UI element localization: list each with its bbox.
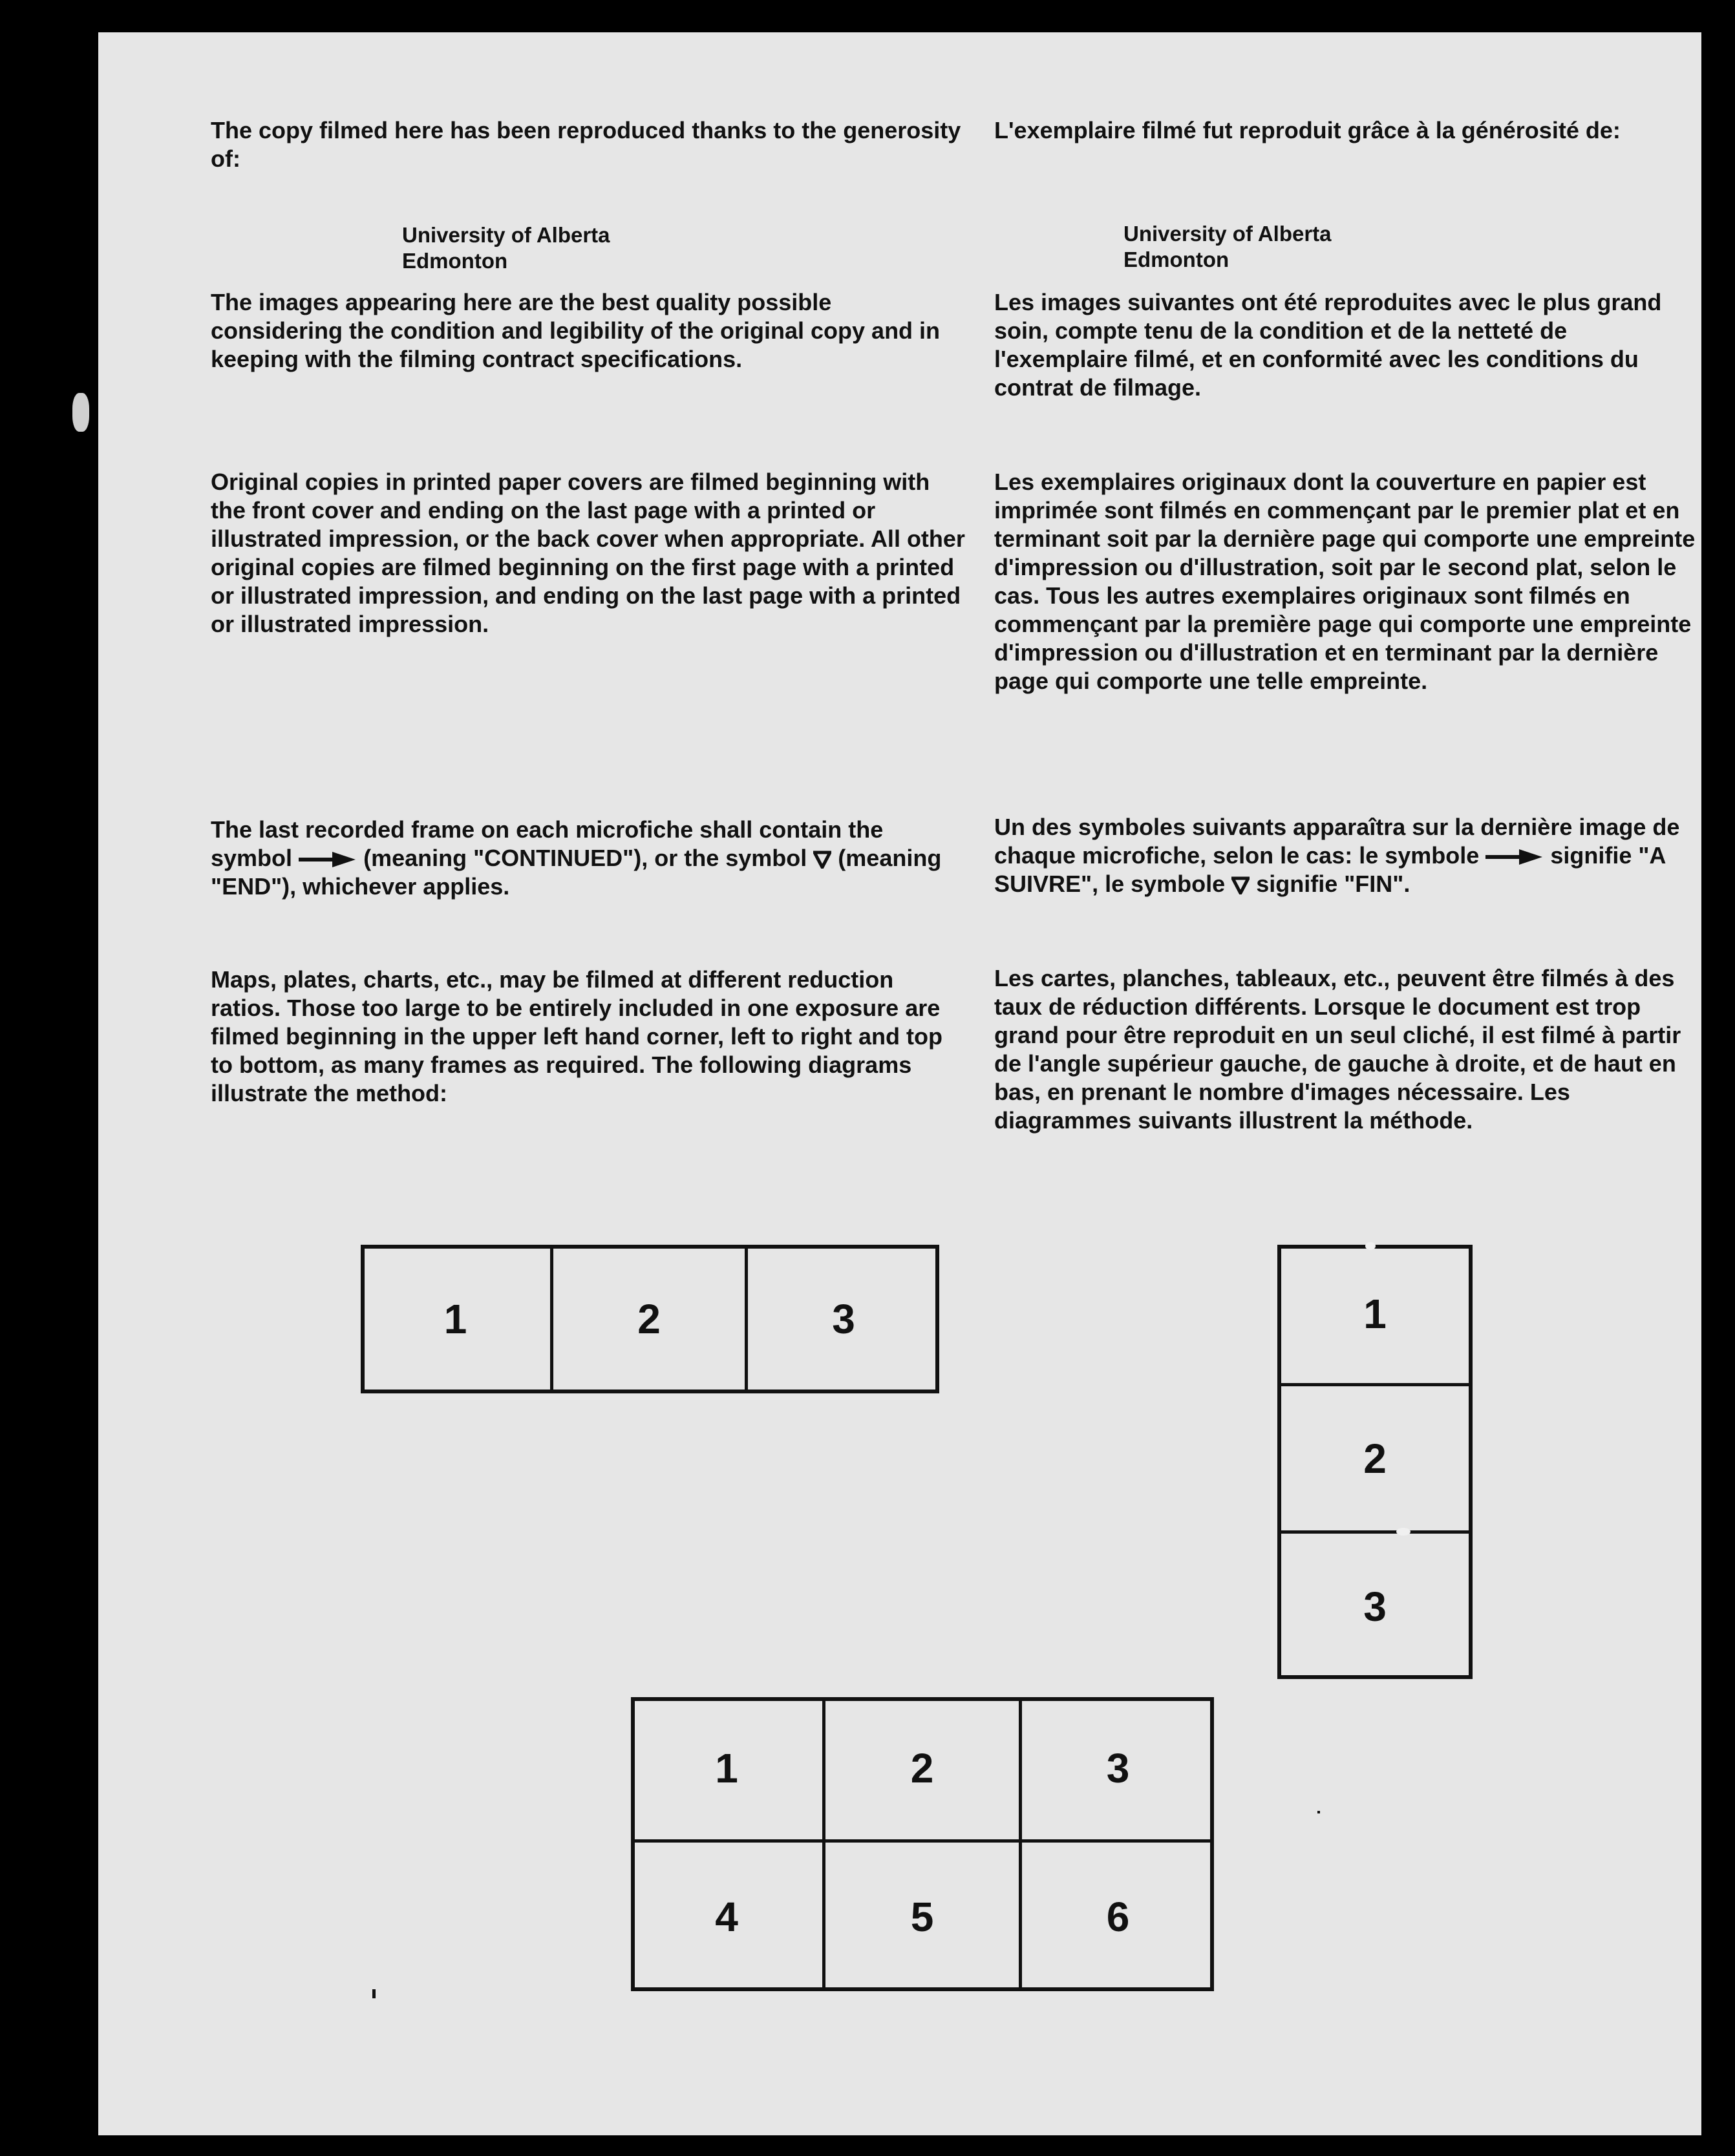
french-institution-city: Edmonton: [1123, 248, 1229, 271]
scan-artifact: [72, 393, 89, 432]
english-institution-name: University of Alberta: [402, 223, 610, 247]
grid-frames-diagram: [631, 1697, 1214, 1991]
end-triangle-icon: [813, 851, 831, 869]
grid-frame-6: 6: [1106, 1894, 1130, 1940]
grid-frame-3: 3: [1106, 1745, 1130, 1791]
print-gap-mark: [1365, 1242, 1376, 1250]
row-frame-3: 3: [832, 1296, 855, 1342]
french-institution-block: [1123, 221, 1332, 273]
english-thanks-intro: The copy filmed here has been reproduced thanks to the generosity of:: [211, 117, 961, 172]
english-symbols-text-1: The last recorded frame on each microfiche shall contain the symbol: [211, 816, 884, 871]
microfiche-target-page: [98, 32, 1701, 2135]
french-symbols-text-2: signifie "A SUIVRE", le symbole: [994, 842, 1666, 897]
english-quality-paragraph: The images appearing here are the best quality possible considering the condition and legibility of the original copy and in keeping with the filming contract specifications.: [211, 289, 941, 372]
grid-frame-4: 4: [715, 1894, 738, 1940]
french-originals-paragraph: Les exemplaires originaux dont la couverture en papier est imprimée sont filmés en commençant par le premier plat et en terminant soit par la dernière page qui comporte une empreinte d'impression ou d'illustration, soit par le second plat, selon le cas. Tous les autres exemplaires originaux sont filmés en commençant par la première page qui comporte une empreinte d'impression ou d'illustration et en terminant par la dernière page qui comporte une telle empreinte.: [994, 469, 1696, 694]
french-maps-paragraph: Les cartes, planches, tableaux, etc., peuvent être filmés à des taux de réduction différents. Lorsque le document est trop grand pour être reproduit en un seul cliché, il est filmé à partir de l'angle supérieur gauche, de gauche à droite, et de haut en bas, en prenant le nombre d'images nécessaire. Les diagrammes suivants illustrent la méthode.: [994, 965, 1681, 1134]
column-frames-diagram: [1277, 1245, 1473, 1679]
fin-triangle-icon: [1231, 876, 1250, 894]
french-institution-name: University of Alberta: [1123, 222, 1332, 246]
french-symbols-text-3: signifie "FIN".: [1256, 871, 1410, 897]
row-frame-1: 1: [443, 1296, 467, 1342]
english-maps-paragraph: Maps, plates, charts, etc., may be filmed at different reduction ratios. Those too large to be entirely included in one exposure are filmed beginning in the upper left hand corner, left to right and top to bottom, as many frames as required. The following diagrams illustrate the method:: [211, 966, 942, 1106]
column-frame-1: 1: [1363, 1291, 1387, 1337]
french-symbols-paragraph: [994, 813, 1699, 898]
french-symbols-text-1: Un des symboles suivants apparaîtra sur la dernière image de chaque microfiche, selon le cas: le symbole: [994, 814, 1680, 869]
english-institution-block: [402, 222, 610, 274]
english-originals-paragraph: Original copies in printed paper covers are filmed beginning with the front cover and ending on the last page with a printed or illustrated impression, or the back cover when appropriate. All other original copies are filmed beginning on the first page with a printed or illustrated impression, and ending on the last page with a printed or illustrated impression.: [211, 469, 965, 637]
row-frames-diagram: [361, 1245, 939, 1393]
grid-frame-5: 5: [910, 1894, 934, 1940]
print-gap-mark: [1396, 1528, 1410, 1536]
english-symbols-paragraph: [211, 816, 967, 901]
continued-arrow-icon: [299, 850, 357, 869]
scan-speck: [372, 1989, 376, 1998]
column-frame-3: 3: [1363, 1583, 1387, 1630]
row-frame-2: 2: [637, 1296, 661, 1342]
scan-speck: [1317, 1811, 1320, 1813]
french-thanks-intro: L'exemplaire filmé fut reproduit grâce à la générosité de:: [994, 117, 1621, 143]
english-institution-city: Edmonton: [402, 249, 508, 273]
grid-frame-1: 1: [715, 1745, 738, 1791]
english-symbols-text-3: (meaning "END"), whichever applies.: [211, 845, 942, 900]
french-quality-paragraph: Les images suivantes ont été reproduites avec le plus grand soin, compte tenu de la condition et de la netteté de l'exemplaire filmé, et en conformité avec les conditions du contrat de filmage.: [994, 289, 1662, 401]
grid-frame-2: 2: [910, 1745, 934, 1791]
column-frame-2: 2: [1363, 1435, 1387, 1482]
suivre-arrow-icon: [1485, 847, 1544, 867]
english-symbols-text-2: (meaning "CONTINUED"), or the symbol: [363, 845, 807, 871]
